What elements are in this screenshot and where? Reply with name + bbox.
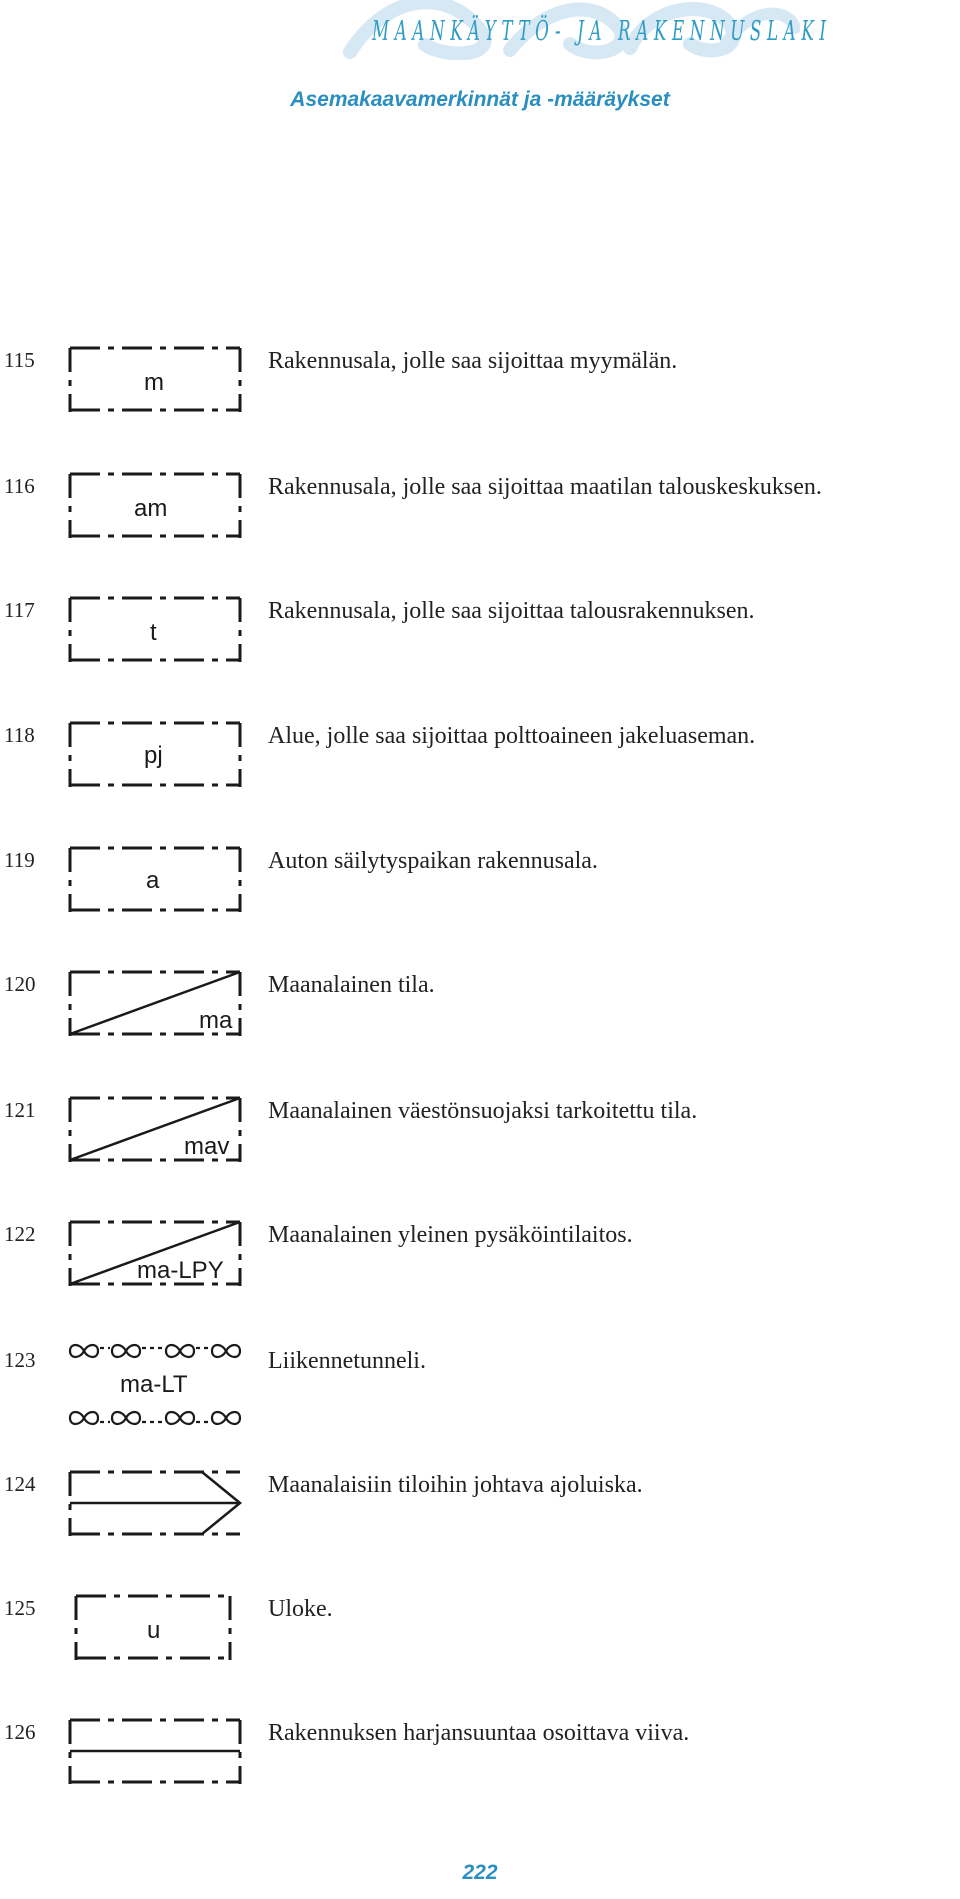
page-number: 222 <box>462 1861 498 1884</box>
entry-description: Maanalaisiin tiloihin johtava ajoluiska. <box>268 1472 643 1498</box>
symbol-label: m <box>144 369 164 396</box>
list-item <box>0 848 960 948</box>
ridge-direction-symbol <box>62 1714 252 1804</box>
ramp-arrow-symbol <box>62 1466 252 1556</box>
symbol-label: mav <box>184 1133 230 1160</box>
area-boundary-symbol <box>62 717 252 807</box>
underground-shelter-symbol <box>62 1092 252 1182</box>
overhang-symbol <box>62 1590 252 1680</box>
entry-description: Maanalainen väestönsuojaksi tarkoitettu tila. <box>268 1098 698 1124</box>
entry-description: Alue, jolle saa sijoittaa polttoaineen jakeluaseman. <box>268 723 756 749</box>
entry-description: Uloke. <box>268 1596 333 1622</box>
list-item <box>0 1222 960 1322</box>
symbol-label: ma <box>199 1007 233 1034</box>
entry-number: 124 <box>4 1472 36 1496</box>
entry-number: 116 <box>4 474 35 498</box>
entry-description: Maanalainen yleinen pysäköintilaitos. <box>268 1222 633 1248</box>
entry-number: 117 <box>4 598 35 622</box>
entry-description: Auton säilytyspaikan rakennusala. <box>268 848 598 874</box>
list-item <box>0 1098 960 1198</box>
building-area-symbol <box>62 342 252 432</box>
symbol-label: u <box>147 1617 161 1644</box>
building-area-symbol <box>62 842 252 932</box>
entry-description: Rakennusala, jolle saa sijoittaa talousrakennuksen. <box>268 598 755 624</box>
symbol-label: t <box>150 619 157 646</box>
symbol-label: am <box>134 495 168 522</box>
list-item <box>0 474 960 574</box>
entry-number: 126 <box>4 1720 36 1744</box>
traffic-tunnel-symbol <box>62 1342 252 1432</box>
entry-number: 125 <box>4 1596 36 1620</box>
entry-number: 123 <box>4 1348 36 1372</box>
entry-number: 119 <box>4 848 35 872</box>
entry-number: 115 <box>4 348 35 372</box>
list-item <box>0 1720 960 1820</box>
underground-space-symbol <box>62 966 252 1056</box>
entry-number: 122 <box>4 1222 36 1246</box>
list-item <box>0 1596 960 1696</box>
list-item <box>0 1472 960 1572</box>
underground-parking-symbol <box>62 1216 252 1306</box>
building-area-symbol <box>62 468 252 558</box>
entry-number: 121 <box>4 1098 36 1122</box>
entry-description: Rakennusala, jolle saa sijoittaa myymälän. <box>268 348 678 374</box>
list-item <box>0 972 960 1072</box>
symbol-label: a <box>146 867 160 894</box>
entry-number: 120 <box>4 972 36 996</box>
symbol-label: ma-LT <box>120 1371 188 1398</box>
logo-text: MAANKÄYTTÖ- JA RAKENNUSLAKI <box>372 16 832 47</box>
building-area-symbol <box>62 592 252 682</box>
list-item <box>0 1348 960 1448</box>
list-item <box>0 348 960 448</box>
list-item <box>0 598 960 698</box>
entry-description: Rakennusala, jolle saa sijoittaa maatilan talouskeskuksen. <box>268 474 822 500</box>
entry-description: Liikennetunneli. <box>268 1348 426 1374</box>
list-item <box>0 723 960 823</box>
symbol-label: ma-LPY <box>137 1257 224 1284</box>
entry-description: Maanalainen tila. <box>268 972 435 998</box>
entry-description: Rakennuksen harjansuuntaa osoittava viiva. <box>268 1720 690 1746</box>
entry-number: 118 <box>4 723 35 747</box>
symbol-label: pj <box>144 742 163 769</box>
section-subtitle: Asemakaavamerkinnät ja -määräykset <box>290 88 670 111</box>
